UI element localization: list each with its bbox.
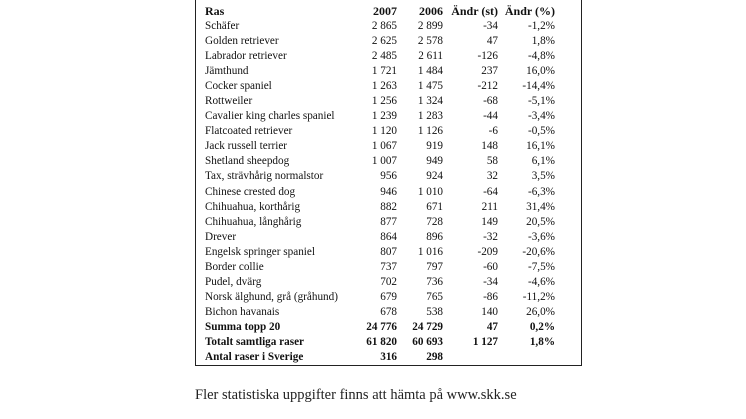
change-percent-cell: -5,1% bbox=[527, 95, 555, 108]
column-header-change-count: Ändr (st) bbox=[451, 4, 498, 18]
change-count-cell: -209 bbox=[477, 245, 498, 258]
breed-cell: Tax, strävhårig normalstor bbox=[205, 170, 324, 183]
breed-cell: Bichon havanais bbox=[205, 305, 280, 318]
count-2007-cell: 737 bbox=[380, 260, 397, 273]
count-2006-cell: 671 bbox=[426, 200, 443, 213]
count-2007-cell: 1 256 bbox=[371, 95, 397, 108]
change-count-cell: 237 bbox=[481, 65, 498, 78]
breed-cell: Cocker spaniel bbox=[205, 80, 272, 93]
count-2006-cell: 919 bbox=[426, 140, 443, 153]
table-row bbox=[205, 260, 555, 275]
count-2007-cell: 946 bbox=[380, 185, 397, 198]
breed-cell: Chihuahua, korthårig bbox=[205, 200, 301, 213]
change-count-cell: -34 bbox=[483, 20, 498, 32]
table-row bbox=[205, 19, 555, 34]
table-row bbox=[205, 230, 555, 245]
change-count-cell: -212 bbox=[477, 80, 498, 93]
change-percent-cell: -3,6% bbox=[527, 230, 555, 243]
count-2007-cell: 807 bbox=[380, 245, 397, 258]
breed-cell: Rottweiler bbox=[205, 95, 253, 108]
change-percent-cell bbox=[498, 350, 555, 365]
table-row bbox=[205, 109, 555, 124]
change-percent-cell: -20,6% bbox=[522, 245, 555, 258]
count-2006-cell: 2 578 bbox=[417, 35, 443, 48]
footer-note: Fler statistiska uppgifter finns att hämta på www.skk.se bbox=[195, 387, 517, 403]
breed-cell: Norsk älghund, grå (gråhund) bbox=[205, 290, 338, 303]
breed-cell: Jack russell terrier bbox=[205, 140, 288, 153]
count-2006-cell: 1 283 bbox=[417, 110, 443, 123]
breed-cell: Shetland sheepdog bbox=[205, 155, 290, 168]
table-row bbox=[205, 215, 555, 230]
change-count-cell: -126 bbox=[477, 50, 498, 63]
count-2007-cell: 679 bbox=[380, 290, 397, 303]
column-header-breed: Ras bbox=[205, 4, 225, 18]
change-percent-cell: 1,8% bbox=[529, 335, 555, 348]
change-percent-cell: -3,4% bbox=[527, 110, 555, 123]
change-percent-cell: -0,5% bbox=[527, 125, 555, 138]
change-count-cell: -44 bbox=[483, 110, 498, 123]
table-row bbox=[205, 290, 555, 305]
change-count-cell: 58 bbox=[486, 155, 498, 168]
count-2007-cell: 1 007 bbox=[371, 155, 397, 168]
table-row bbox=[205, 275, 555, 290]
count-2006-cell: 736 bbox=[426, 275, 443, 288]
count-2006-cell: 60 693 bbox=[412, 335, 443, 348]
breed-cell: Engelsk springer spaniel bbox=[205, 245, 315, 258]
breed-cell: Chinese crested dog bbox=[205, 185, 296, 198]
count-2007-cell: 1 263 bbox=[371, 80, 397, 93]
statistics-table-box bbox=[195, 0, 582, 366]
count-2007-cell: 2 485 bbox=[371, 50, 397, 63]
count-2006-cell: 949 bbox=[426, 155, 443, 168]
change-percent-cell: -11,2% bbox=[522, 290, 555, 303]
column-header-2006: 2006 bbox=[419, 4, 443, 18]
count-2006-cell: 1 324 bbox=[417, 95, 443, 108]
breed-cell: Antal raser i Sverige bbox=[205, 351, 304, 364]
breed-cell: Flatcoated retriever bbox=[205, 125, 293, 138]
breed-cell: Chihuahua, långhårig bbox=[205, 215, 302, 228]
table-row bbox=[205, 34, 555, 49]
change-percent-cell: -4,8% bbox=[527, 50, 555, 63]
table-row bbox=[205, 245, 555, 260]
change-percent-cell: 0,2% bbox=[529, 320, 555, 333]
change-percent-cell: -1,2% bbox=[527, 20, 555, 32]
count-2006-cell: 2 611 bbox=[418, 50, 443, 63]
table-row bbox=[205, 139, 555, 154]
breed-cell: Schäfer bbox=[205, 20, 240, 32]
count-2006-cell: 1 016 bbox=[417, 245, 443, 258]
table-row bbox=[205, 200, 555, 215]
count-2007-cell: 877 bbox=[380, 215, 397, 228]
change-count-cell: -86 bbox=[483, 290, 498, 303]
change-count-cell: 211 bbox=[481, 200, 498, 213]
table-row bbox=[205, 79, 555, 94]
change-percent-cell: 6,1% bbox=[531, 155, 555, 168]
table-row bbox=[205, 169, 555, 184]
breed-cell: Labrador retriever bbox=[205, 50, 287, 63]
breed-cell: Drever bbox=[205, 230, 237, 243]
table-row bbox=[205, 49, 555, 64]
table-row bbox=[205, 94, 555, 109]
breed-cell: Summa topp 20 bbox=[205, 320, 281, 333]
count-2007-cell: 316 bbox=[380, 351, 397, 364]
count-2007-cell: 1 067 bbox=[371, 140, 397, 153]
count-2007-cell: 24 776 bbox=[366, 320, 397, 333]
count-2006-cell: 1 126 bbox=[417, 125, 443, 138]
table-row bbox=[205, 124, 555, 139]
count-2007-cell: 2 625 bbox=[371, 35, 397, 48]
change-percent-cell: -6,3% bbox=[527, 185, 555, 198]
count-2006-cell: 797 bbox=[426, 260, 443, 273]
count-2007-cell: 1 239 bbox=[371, 110, 397, 123]
change-percent-cell: 3,5% bbox=[531, 170, 555, 183]
change-percent-cell: 20,5% bbox=[526, 215, 555, 228]
change-count-cell: 32 bbox=[486, 170, 498, 183]
change-percent-cell: 16,0% bbox=[526, 65, 555, 78]
count-2007-cell: 702 bbox=[380, 275, 397, 288]
table-row bbox=[205, 154, 555, 169]
table-row bbox=[205, 64, 555, 79]
table-row bbox=[205, 185, 555, 200]
change-count-cell: 140 bbox=[481, 305, 498, 318]
breed-cell: Totalt samtliga raser bbox=[205, 335, 305, 348]
change-percent-cell: -14,4% bbox=[522, 80, 555, 93]
breed-registration-table bbox=[205, 3, 555, 365]
change-count-cell: -34 bbox=[483, 275, 498, 288]
count-2007-cell: 864 bbox=[380, 230, 397, 243]
breed-cell: Jämthund bbox=[205, 65, 249, 78]
count-2006-cell: 2 899 bbox=[417, 20, 443, 32]
table-header-row bbox=[205, 3, 555, 19]
breed-cell: Border collie bbox=[205, 260, 264, 273]
summary-row bbox=[205, 320, 555, 335]
change-percent-cell: 16,1% bbox=[526, 140, 555, 153]
change-count-cell: -32 bbox=[483, 230, 498, 243]
change-percent-cell: 1,8% bbox=[531, 35, 555, 48]
count-2006-cell: 728 bbox=[426, 215, 443, 228]
change-count-cell: -6 bbox=[488, 125, 498, 138]
count-2006-cell: 24 729 bbox=[412, 320, 443, 333]
change-count-cell: 149 bbox=[481, 215, 498, 228]
count-2006-cell: 924 bbox=[426, 170, 443, 183]
change-percent-cell: -4,6% bbox=[527, 275, 555, 288]
count-2007-cell: 882 bbox=[380, 200, 397, 213]
breed-cell: Pudel, dvärg bbox=[205, 275, 262, 288]
change-count-cell: -64 bbox=[483, 185, 498, 198]
table-row bbox=[205, 305, 555, 320]
count-2006-cell: 1 475 bbox=[417, 80, 443, 93]
summary-row bbox=[205, 335, 555, 350]
column-header-change-percent: Ändr (%) bbox=[504, 4, 555, 18]
breed-cell: Golden retriever bbox=[205, 35, 279, 48]
count-2007-cell: 61 820 bbox=[366, 335, 397, 348]
table-body bbox=[205, 19, 555, 365]
count-2006-cell: 896 bbox=[426, 230, 443, 243]
count-2007-cell: 1 721 bbox=[371, 65, 397, 78]
count-2006-cell: 1 484 bbox=[417, 65, 443, 78]
count-2007-cell: 678 bbox=[380, 305, 397, 318]
summary-row bbox=[205, 350, 555, 365]
change-count-cell: 148 bbox=[481, 140, 498, 153]
column-header-2007: 2007 bbox=[373, 4, 397, 18]
change-count-cell: -68 bbox=[483, 95, 498, 108]
change-count-cell: 1 127 bbox=[472, 335, 498, 348]
change-count-cell bbox=[443, 350, 498, 365]
breed-cell: Cavalier king charles spaniel bbox=[205, 110, 335, 123]
count-2006-cell: 765 bbox=[426, 290, 443, 303]
count-2007-cell: 1 120 bbox=[371, 125, 397, 138]
change-count-cell: 47 bbox=[486, 320, 498, 333]
change-percent-cell: 26,0% bbox=[526, 305, 555, 318]
count-2006-cell: 298 bbox=[426, 351, 443, 364]
count-2006-cell: 1 010 bbox=[417, 185, 443, 198]
change-percent-cell: -7,5% bbox=[527, 260, 555, 273]
change-count-cell: 47 bbox=[486, 35, 498, 48]
count-2007-cell: 956 bbox=[380, 170, 397, 183]
change-percent-cell: 31,4% bbox=[526, 200, 555, 213]
change-count-cell: -60 bbox=[483, 260, 498, 273]
count-2007-cell: 2 865 bbox=[371, 20, 397, 32]
count-2006-cell: 538 bbox=[426, 305, 443, 318]
